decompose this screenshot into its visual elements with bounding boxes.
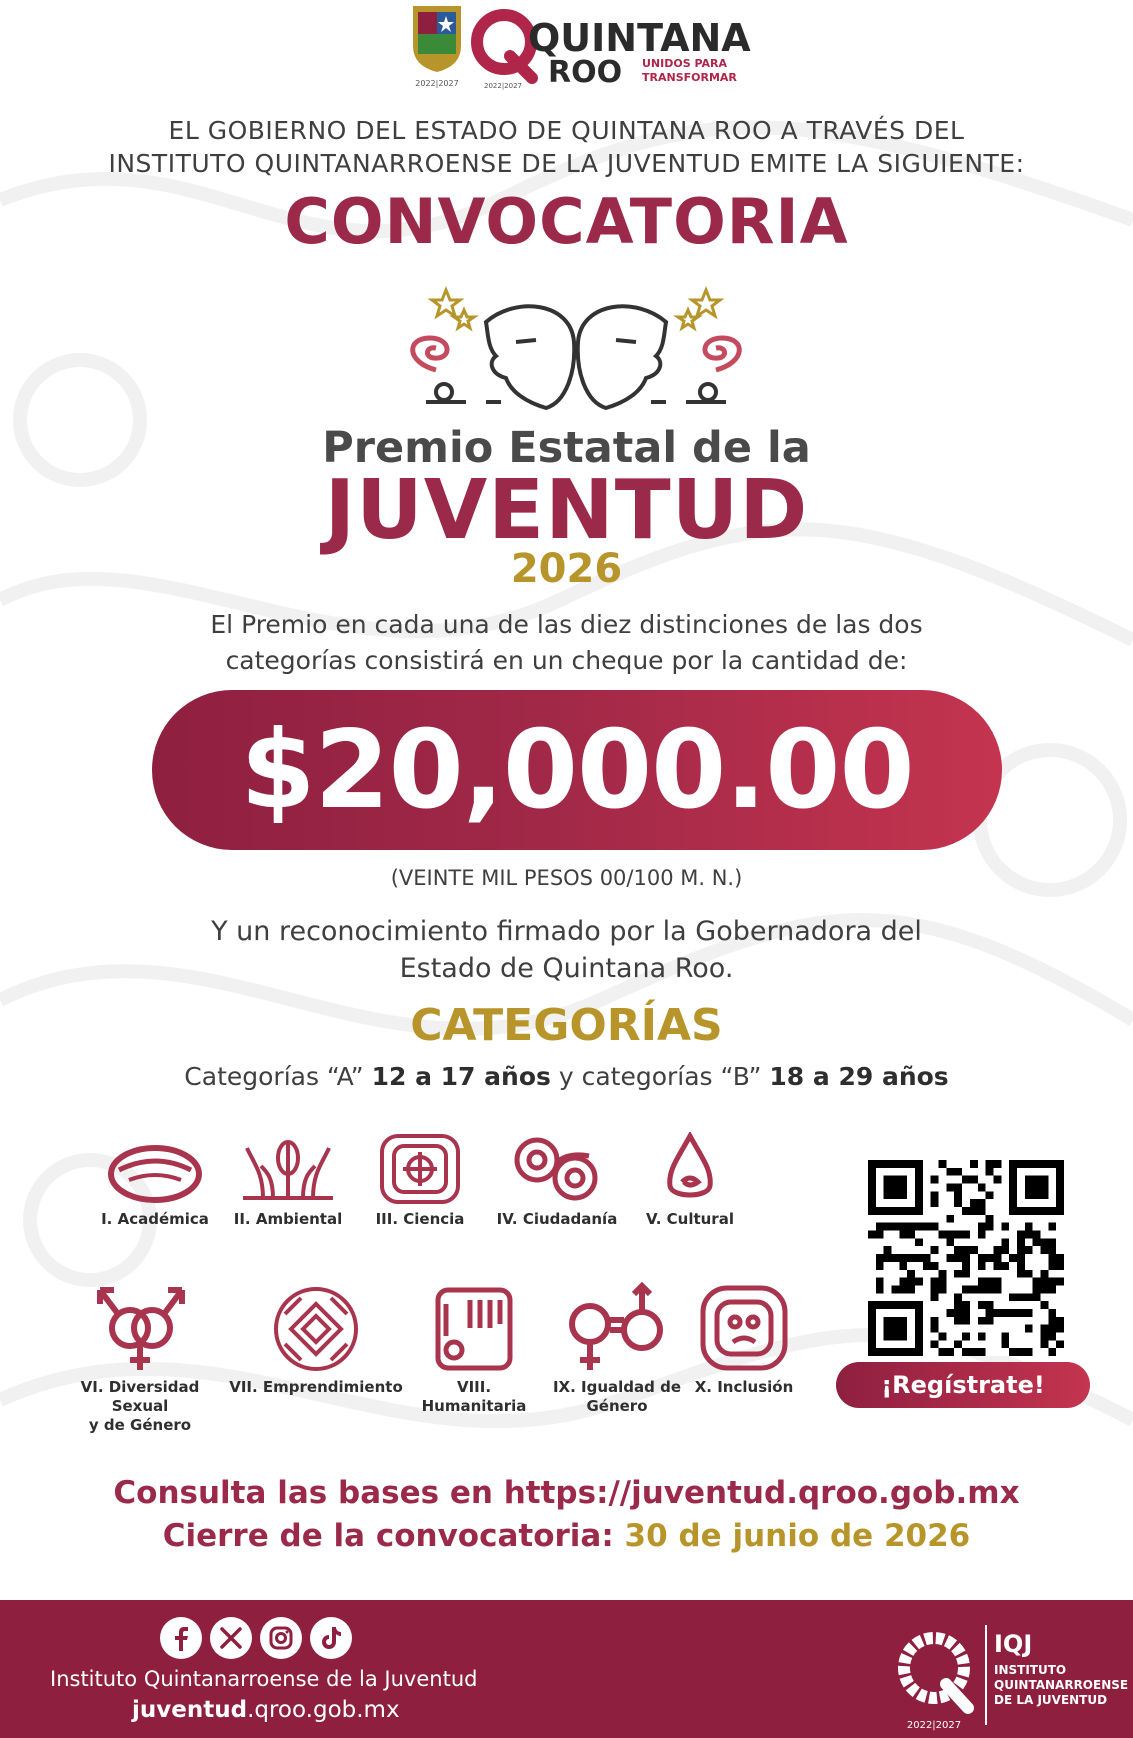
- subtitle-part-1: Categorías “A”: [184, 1062, 364, 1091]
- category-humanitaria: [404, 1284, 544, 1416]
- category-emprendimiento: [228, 1284, 404, 1397]
- iqj-text: [994, 1663, 1129, 1708]
- prize-amount: $20,000.00: [240, 707, 914, 833]
- intro-line-1: EL GOBIERNO DEL ESTADO DE QUINTANA ROO A TRAVÉS DEL: [168, 116, 965, 145]
- iqj-line-3: DE LA JUVENTUD: [994, 1693, 1108, 1707]
- category-label: V. Cultural: [646, 1210, 734, 1228]
- category-ambiental: [222, 1132, 354, 1229]
- register-button[interactable]: ¡Regístrate!: [836, 1362, 1090, 1408]
- category-label: II. Ambiental: [233, 1210, 343, 1228]
- brand-tagline-1: UNIDOS PARA: [642, 57, 728, 70]
- deadline-label: Cierre de la convocatoria:: [162, 1518, 614, 1554]
- footer-divider: [985, 1625, 987, 1725]
- iqj-logo-year: 2022|2027: [906, 1720, 962, 1731]
- category-label: [52, 1378, 228, 1435]
- recognition-text: [0, 913, 1133, 987]
- category-diversidad: [52, 1278, 228, 1435]
- intro-text: [0, 114, 1133, 180]
- url-rest: .qroo.gob.mx: [247, 1697, 400, 1723]
- category-ciudadania: [490, 1132, 624, 1229]
- subtitle-range-b: 18 a 29 años: [769, 1062, 949, 1091]
- environment-icon: [233, 1132, 343, 1206]
- categories-title: CATEGORÍAS: [410, 1000, 723, 1051]
- label-line-1: VI. Diversidad Sexual: [80, 1378, 200, 1415]
- label-line-1: IX. Igualdad de: [552, 1378, 682, 1396]
- recognition-line-2: Estado de Quintana Roo.: [399, 953, 734, 984]
- instagram-icon[interactable]: [260, 1617, 302, 1659]
- mayan-faces-emblem-icon: [396, 282, 756, 422]
- category-igualdad: [552, 1280, 682, 1416]
- label-line-2: y de Género: [88, 1416, 192, 1434]
- category-academica: [90, 1136, 220, 1229]
- academic-icon: [107, 1136, 203, 1206]
- prize-description: [0, 607, 1133, 679]
- culture-icon: [660, 1132, 720, 1206]
- premio-title-line-1: Premio Estatal de la: [322, 423, 811, 473]
- shield-year: 2022|2027: [415, 79, 459, 88]
- facebook-icon[interactable]: [160, 1617, 202, 1659]
- gender-equality-icon: [562, 1280, 672, 1374]
- qr-code[interactable]: [868, 1160, 1064, 1356]
- iqj-logo: [888, 1624, 983, 1732]
- description-line-1: El Premio en cada una de las diez distinciones de las dos: [210, 610, 923, 639]
- brand-name-2: ROO: [548, 55, 623, 90]
- label-line-2: Género: [586, 1397, 648, 1415]
- category-label: III. Ciencia: [375, 1210, 465, 1228]
- convocatoria-title: CONVOCATORIA: [284, 185, 849, 258]
- premio-title-line-2: JUVENTUD: [324, 463, 809, 558]
- inclusion-icon: [697, 1282, 791, 1374]
- category-label: VIII. Humanitaria: [421, 1378, 527, 1415]
- category-ciencia: [360, 1132, 480, 1229]
- url-bold: juventud: [132, 1697, 248, 1723]
- category-label: I. Académica: [101, 1210, 209, 1228]
- iqj-line-2: QUINTANARROENSE: [994, 1678, 1129, 1692]
- state-shield-logo: [405, 0, 469, 88]
- tiktok-icon[interactable]: [310, 1617, 352, 1659]
- subtitle-part-2: y categorías “B”: [558, 1062, 762, 1091]
- footer-url[interactable]: [132, 1697, 432, 1723]
- amount-banner: [152, 690, 1002, 850]
- science-icon: [378, 1132, 462, 1206]
- amount-in-words: (VEINTE MIL PESOS 00/100 M. N.): [390, 866, 743, 890]
- category-label: VII. Emprendimiento: [229, 1378, 403, 1396]
- entrepreneurship-icon: [271, 1284, 361, 1374]
- category-label: [552, 1378, 682, 1416]
- iqj-line-1: INSTITUTO: [994, 1663, 1067, 1677]
- deadline-text: [0, 1518, 1133, 1554]
- footer-institute-name: Instituto Quintanarroense de la Juventud: [50, 1667, 478, 1691]
- premio-year: 2026: [510, 546, 623, 592]
- description-line-2: categorías consistirá en un cheque por la cantidad de:: [225, 646, 908, 675]
- category-label: X. Inclusión: [694, 1378, 794, 1396]
- deadline-date: 30 de junio de 2026: [624, 1518, 971, 1554]
- brand-tagline-2: TRANSFORMAR: [642, 71, 737, 84]
- subtitle-range-a: 12 a 17 años: [371, 1062, 551, 1091]
- brand-name-1: QUINTANA: [528, 16, 751, 60]
- category-inclusion: [684, 1282, 804, 1397]
- category-cultural: [630, 1132, 750, 1229]
- category-label: IV. Ciudadanía: [496, 1210, 618, 1228]
- bases-link[interactable]: Consulta las bases en https://juventud.qroo.gob.mx: [113, 1475, 1020, 1511]
- intro-line-2: INSTITUTO QUINTANARROENSE DE LA JUVENTUD EMITE LA SIGUIENTE:: [108, 149, 1025, 178]
- quintana-roo-logo: [470, 8, 755, 90]
- recognition-line-1: Y un reconocimiento firmado por la Gobernadora del: [211, 916, 922, 947]
- iqj-title: IQJ: [994, 1630, 1033, 1658]
- diversity-icon: [92, 1278, 188, 1374]
- humanitarian-icon: [432, 1284, 516, 1374]
- brand-year: 2022|2027: [484, 82, 522, 90]
- citizenship-icon: [509, 1132, 605, 1206]
- categories-subtitle: [0, 1062, 1133, 1091]
- x-icon[interactable]: [210, 1617, 252, 1659]
